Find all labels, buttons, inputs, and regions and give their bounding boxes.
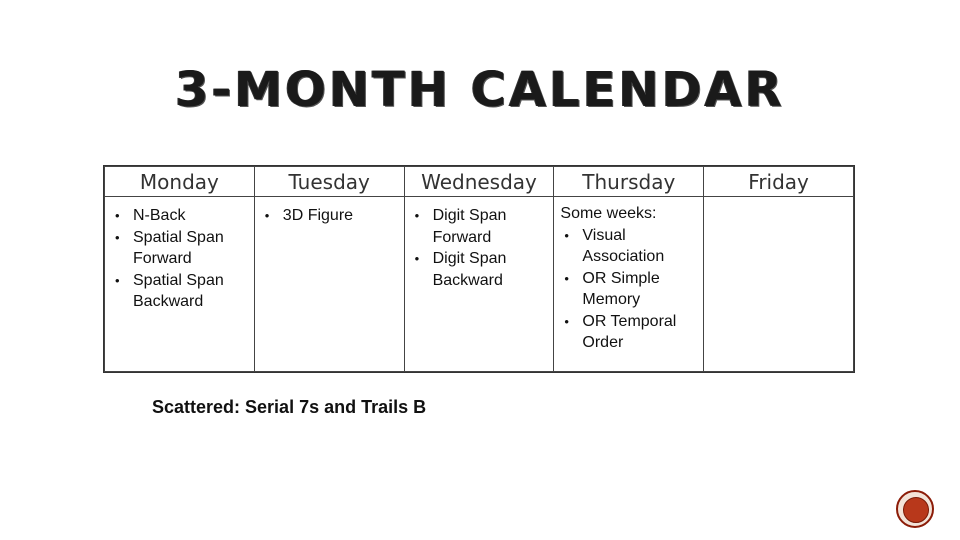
tuesday-list xyxy=(261,205,398,227)
list-item: • Visual Association xyxy=(560,225,697,268)
list-item: • 3D Figure xyxy=(261,205,398,227)
wednesday-cell xyxy=(404,197,554,372)
friday-cell xyxy=(704,197,854,372)
schedule-row xyxy=(105,197,854,372)
monday-list xyxy=(111,205,248,313)
list-item: • OR Temporal Order xyxy=(560,311,697,354)
day-header-tuesday: Tuesday xyxy=(254,167,404,197)
list-item: • Spatial Span Backward xyxy=(111,270,248,313)
logo-inner xyxy=(903,497,929,523)
day-header-wednesday: Wednesday xyxy=(404,167,554,197)
list-item: • Digit Span Backward xyxy=(411,248,548,291)
list-item: • OR Simple Memory xyxy=(560,268,697,311)
circle-logo-icon xyxy=(896,490,934,528)
calendar-table xyxy=(103,165,855,373)
tuesday-cell xyxy=(254,197,404,372)
header-row xyxy=(105,167,854,197)
footnote: Scattered: Serial 7s and Trails B xyxy=(152,397,427,417)
list-item: • N-Back xyxy=(111,205,248,227)
page-title: 3-MONTH CALENDAR xyxy=(175,62,785,118)
day-header-monday: Monday xyxy=(105,167,255,197)
day-header-thursday: Thursday xyxy=(554,167,704,197)
list-item: • Digit Span Forward xyxy=(411,205,548,248)
monday-cell xyxy=(105,197,255,372)
day-header-friday: Friday xyxy=(704,167,854,197)
wednesday-list xyxy=(411,205,548,291)
list-item: • Spatial Span Forward xyxy=(111,227,248,270)
thursday-cell xyxy=(554,197,704,372)
thursday-intro: Some weeks: xyxy=(560,205,657,222)
thursday-list xyxy=(560,225,697,354)
